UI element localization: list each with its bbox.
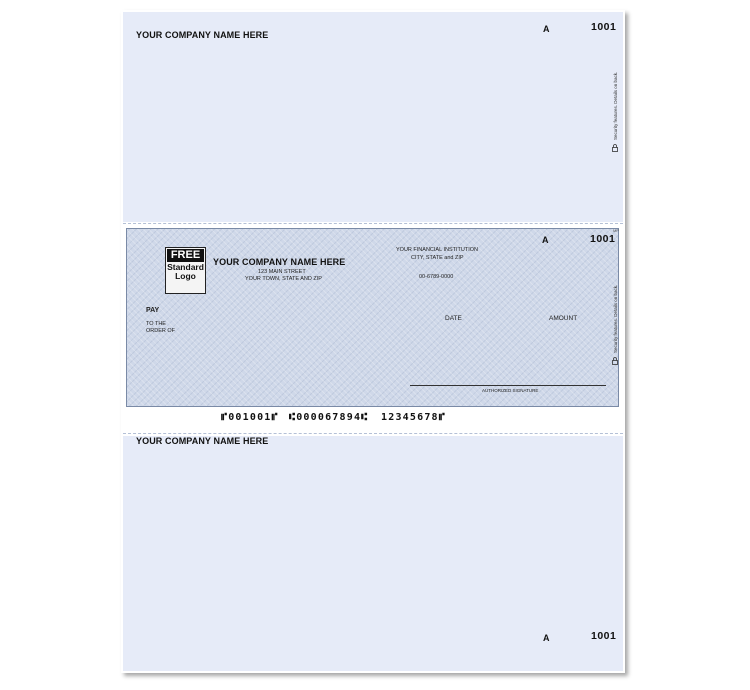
logo-standard-text: Standard bbox=[167, 262, 204, 272]
check-company-city: YOUR TOWN, STATE AND ZIP bbox=[245, 276, 322, 282]
top-stub-letter: A bbox=[543, 24, 550, 34]
bank-name: YOUR FINANCIAL INSTITUTION bbox=[396, 247, 478, 253]
check-number: 1001 bbox=[590, 233, 616, 245]
top-stub-check-number: 1001 bbox=[591, 21, 617, 33]
logo-free-text: FREE bbox=[167, 249, 204, 262]
date-label: DATE bbox=[445, 315, 462, 322]
bottom-stub-check-number: 1001 bbox=[591, 630, 617, 642]
bottom-stub-company-name: YOUR COMPANY NAME HERE bbox=[136, 436, 269, 446]
check-corner-mark: MP bbox=[613, 228, 619, 233]
pay-label: PAY bbox=[146, 307, 160, 314]
check-security-note: Security features. Details on back. bbox=[613, 284, 618, 353]
check-company-name: YOUR COMPANY NAME HERE bbox=[213, 257, 346, 267]
perforation-top bbox=[123, 223, 623, 224]
order-of-label: ORDER OF bbox=[146, 328, 176, 334]
bank-fraction-code: 00-6789-0000 bbox=[419, 274, 454, 280]
logo-logo-text: Logo bbox=[175, 270, 196, 281]
bottom-stub-letter: A bbox=[543, 633, 550, 643]
amount-label: AMOUNT bbox=[549, 315, 578, 322]
free-standard-logo bbox=[165, 247, 206, 294]
top-stub-company-name: YOUR COMPANY NAME HERE bbox=[136, 30, 269, 40]
micr-check-number: ⑈001001⑈ bbox=[221, 412, 279, 423]
check-letter: A bbox=[542, 235, 549, 245]
to-the-label: TO THE bbox=[146, 321, 166, 327]
micr-routing-number: ⑆000067894⑆ bbox=[289, 412, 369, 423]
bottom-stub bbox=[123, 436, 623, 671]
lock-icon bbox=[612, 357, 618, 365]
check-body bbox=[126, 228, 619, 407]
bank-city: CITY, STATE and ZIP bbox=[411, 255, 464, 261]
signature-label: AUTHORIZED SIGNATURE bbox=[482, 388, 539, 393]
micr-account-number: 12345678⑈ bbox=[381, 412, 446, 423]
check-sheet bbox=[121, 10, 625, 673]
perforation-bottom bbox=[123, 433, 623, 434]
lock-icon bbox=[612, 144, 618, 152]
top-stub bbox=[123, 12, 623, 222]
check-company-street: 123 MAIN STREET bbox=[258, 269, 306, 275]
top-stub-security-note: Security features. Details on back. bbox=[613, 71, 618, 140]
signature-line bbox=[410, 385, 606, 386]
